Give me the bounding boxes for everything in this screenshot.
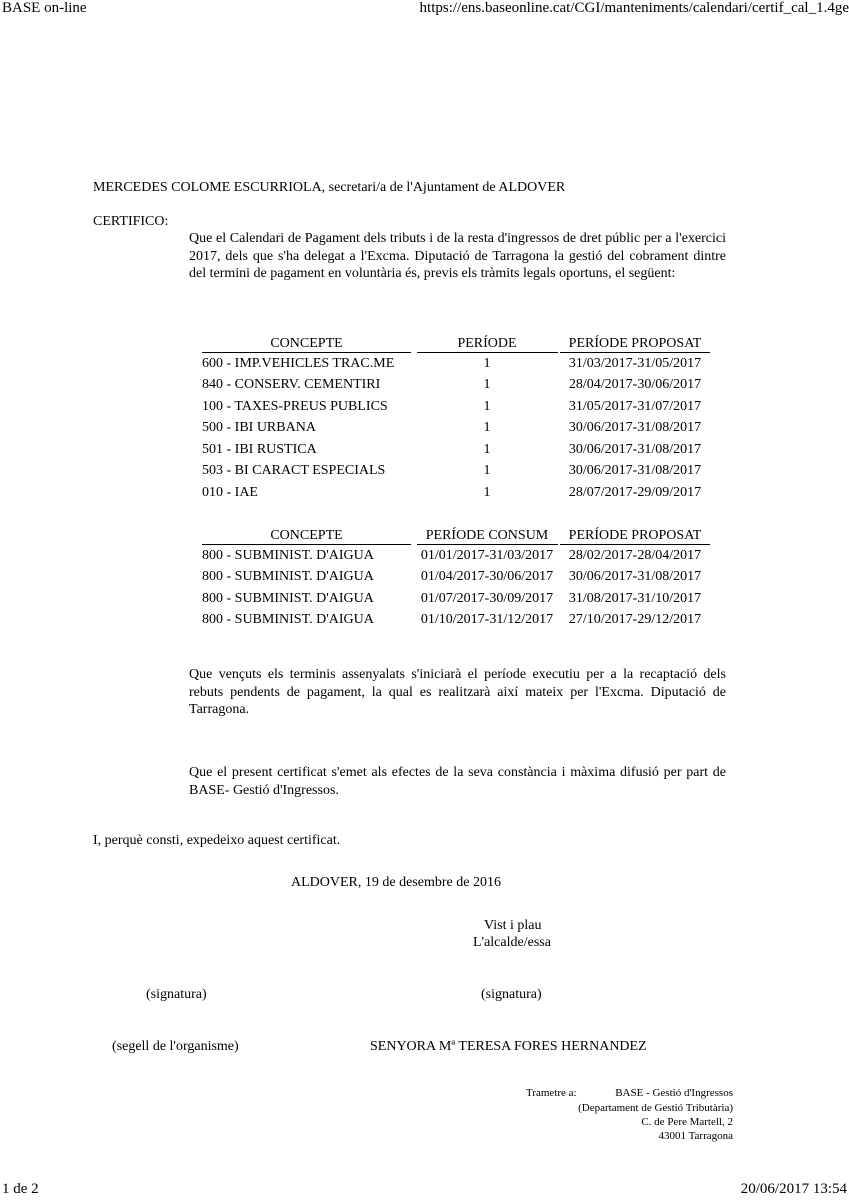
table-row bbox=[202, 418, 711, 440]
cell-concepte: 501 - IBI RUSTICA bbox=[202, 441, 317, 457]
certifico-label: CERTIFICO: bbox=[93, 214, 169, 229]
column-header-periode-consum: PERÍODE CONSUM bbox=[417, 528, 558, 545]
cell-concepte: 800 - SUBMINIST. D'AIGUA bbox=[202, 590, 374, 606]
paragraph-executive-period: Que vençuts els terminis assenyalats s'iniciarà el període executiu per a la recaptació dels rebuts pendents de pagament, la qual es realitzarà així mateix per l'Excma. Diputació de Tarragona. bbox=[189, 667, 726, 717]
table-row bbox=[202, 396, 711, 418]
place-date: ALDOVER, 19 de desembre de 2016 bbox=[291, 875, 501, 890]
cell-periode-consum: 01/10/2017-31/12/2017 bbox=[420, 612, 554, 628]
cell-periode-consum: 01/07/2017-30/09/2017 bbox=[420, 590, 554, 606]
cell-periode-consum: 01/01/2017-31/03/2017 bbox=[420, 547, 554, 563]
column-header-periode-proposat: PERÍODE PROPOSAT bbox=[560, 528, 710, 545]
table-row bbox=[202, 353, 711, 375]
cell-periode: 1 bbox=[483, 463, 491, 479]
table-row bbox=[202, 588, 711, 610]
cell-periode-proposat: 31/08/2017-31/10/2017 bbox=[568, 590, 702, 606]
closing-line: I, perquè consti, expedeixo aquest certificat. bbox=[93, 833, 341, 848]
column-header-concepte: CONCEPTE bbox=[202, 336, 411, 353]
table-row bbox=[202, 567, 711, 589]
cell-periode-proposat: 30/06/2017-31/08/2017 bbox=[568, 441, 702, 457]
table-row bbox=[202, 439, 711, 461]
cell-periode-proposat: 30/06/2017-31/08/2017 bbox=[568, 420, 702, 436]
cell-periode-proposat: 30/06/2017-31/08/2017 bbox=[568, 569, 702, 585]
cell-periode: 1 bbox=[483, 398, 491, 414]
cell-concepte: 010 - IAE bbox=[202, 484, 258, 500]
cell-periode: 1 bbox=[483, 441, 491, 457]
segell-organisme: (segell de l'organisme) bbox=[112, 1039, 239, 1054]
signature-left: (signatura) bbox=[146, 987, 207, 1002]
table-row bbox=[202, 482, 711, 504]
cell-concepte: 840 - CONSERV. CEMENTIRI bbox=[202, 377, 381, 393]
print-footer-page: 1 de 2 bbox=[2, 1181, 39, 1197]
print-header-url: https://ens.baseonline.cat/CGI/manteniments/calendari/certif_cal_1.4ge bbox=[419, 0, 849, 16]
table-row bbox=[202, 545, 711, 567]
cell-periode-proposat: 28/07/2017-29/09/2017 bbox=[568, 484, 702, 500]
column-header-periode: PERÍODE bbox=[417, 336, 558, 353]
table-header-row bbox=[202, 333, 711, 353]
cell-periode: 1 bbox=[483, 420, 491, 436]
cell-periode-proposat: 31/03/2017-31/05/2017 bbox=[568, 355, 702, 371]
table-row bbox=[202, 461, 711, 483]
table-row bbox=[202, 375, 711, 397]
cell-periode: 1 bbox=[483, 484, 491, 500]
cell-periode: 1 bbox=[483, 355, 491, 371]
trametre-line3: C. de Pere Martell, 2 bbox=[641, 1116, 733, 1128]
cell-concepte: 503 - BI CARACT ESPECIALS bbox=[202, 463, 386, 479]
print-header-title: BASE on-line bbox=[2, 0, 87, 16]
signature-right: (signatura) bbox=[481, 987, 542, 1002]
alcalde-title: L'alcalde/essa bbox=[473, 935, 551, 950]
cell-periode-proposat: 28/02/2017-28/04/2017 bbox=[568, 547, 702, 563]
calendar-table-taxes bbox=[202, 333, 711, 504]
calendar-table-water bbox=[202, 525, 711, 631]
table-row bbox=[202, 610, 711, 632]
trametre-label: Trametre a: bbox=[526, 1087, 577, 1099]
cell-concepte: 800 - SUBMINIST. D'AIGUA bbox=[202, 569, 374, 585]
paragraph-calendar-intro: Que el Calendari de Pagament dels tributs i de la resta d'ingressos de dret públic per a l'exercici 2017, dels que s'ha delegat a l'Excma. Diputació de Tarragona la gestió del cobrament dintre del termini de pagament en voluntària és, previs els tràmits legals oportuns, el següent: bbox=[189, 231, 726, 281]
trametre-line2: (Departament de Gestió Tributària) bbox=[578, 1102, 733, 1114]
cell-periode-consum: 01/04/2017-30/06/2017 bbox=[420, 569, 554, 585]
print-footer-timestamp: 20/06/2017 13:54 bbox=[740, 1181, 847, 1197]
vist-i-plau: Vist i plau bbox=[484, 918, 542, 933]
cell-periode-proposat: 31/05/2017-31/07/2017 bbox=[568, 398, 702, 414]
cell-periode: 1 bbox=[483, 377, 491, 393]
cell-periode-proposat: 30/06/2017-31/08/2017 bbox=[568, 463, 702, 479]
cell-concepte: 100 - TAXES-PREUS PUBLICS bbox=[202, 398, 388, 414]
intro-line: MERCEDES COLOME ESCURRIOLA, secretari/a de l'Ajuntament de ALDOVER bbox=[93, 180, 566, 195]
table-header-row bbox=[202, 525, 711, 545]
column-header-periode-proposat: PERÍODE PROPOSAT bbox=[560, 336, 710, 353]
paragraph-diffusion: Que el present certificat s'emet als efectes de la seva constància i màxima difusió per part de BASE- Gestió d'Ingressos. bbox=[189, 765, 726, 798]
mayor-name: SENYORA Mª TERESA FORES HERNANDEZ bbox=[370, 1039, 647, 1054]
trametre-line1: BASE - Gestió d'Ingressos bbox=[615, 1087, 733, 1099]
cell-concepte: 800 - SUBMINIST. D'AIGUA bbox=[202, 547, 374, 563]
cell-concepte: 500 - IBI URBANA bbox=[202, 420, 316, 436]
cell-periode-proposat: 27/10/2017-29/12/2017 bbox=[568, 612, 702, 628]
cell-concepte: 800 - SUBMINIST. D'AIGUA bbox=[202, 612, 374, 628]
cell-concepte: 600 - IMP.VEHICLES TRAC.ME bbox=[202, 355, 395, 371]
trametre-line4: 43001 Tarragona bbox=[658, 1130, 733, 1142]
column-header-concepte: CONCEPTE bbox=[202, 528, 411, 545]
cell-periode-proposat: 28/04/2017-30/06/2017 bbox=[568, 377, 702, 393]
